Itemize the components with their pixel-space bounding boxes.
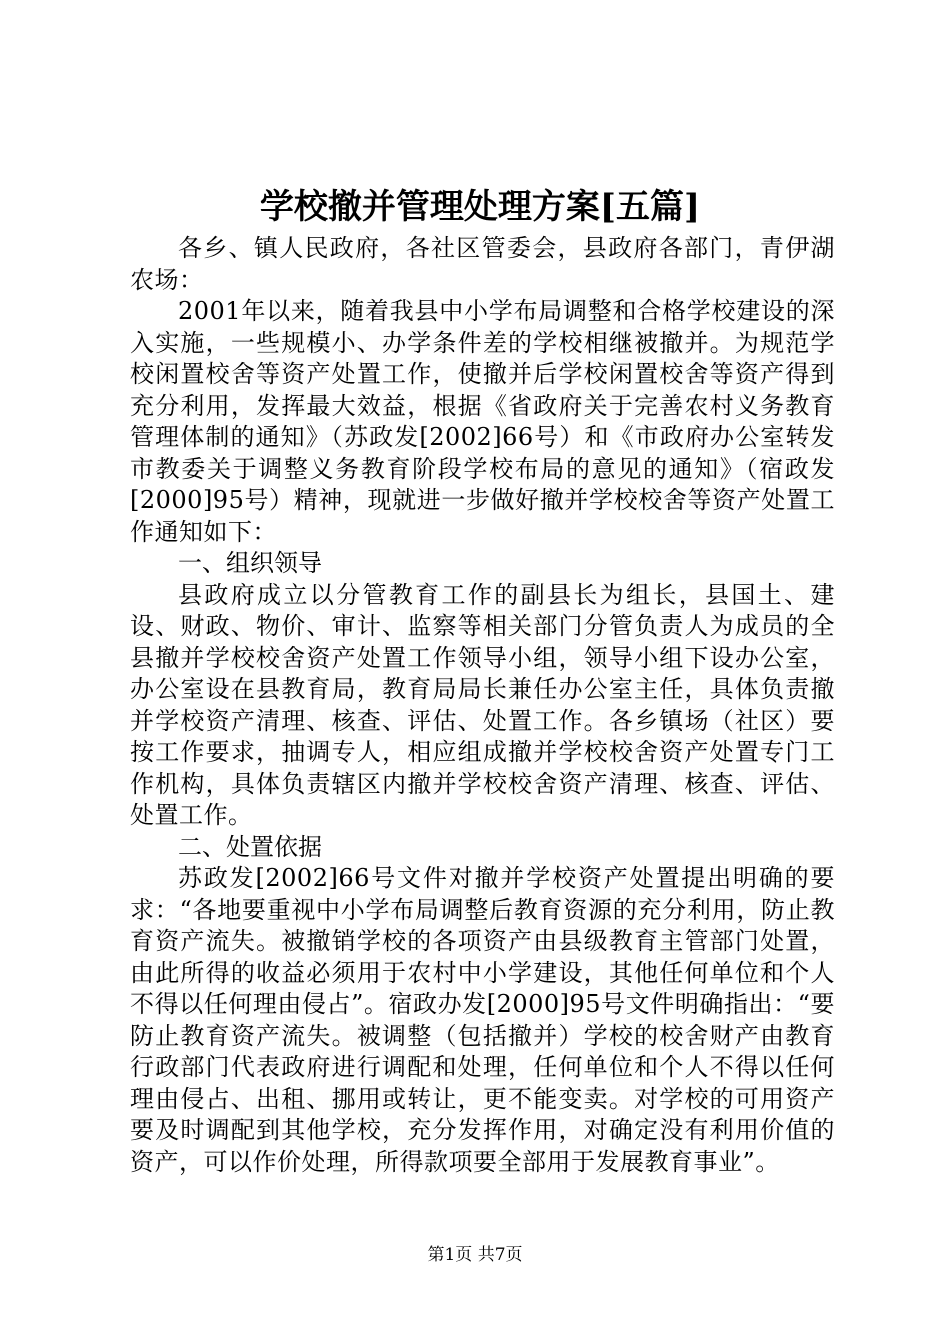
paragraph-intro: 2001年以来，随着我县中小学布局调整和合格学校建设的深入实施，一些规模小、办学条件差的学校相继被撤并。为规范学校闲置校舍等资产处置工作，使撤并后学校闲置校舍等资产得到充分利用，发挥最大效益，根据《省政府关于完善农村义务教育管理体制的通知》（苏政发[2002]66号）和《市政府办公室转发市教委关于调整义务教育阶段学校布局的意见的通知》（宿政发[2000]95号）精神，现就进一步做好撤并学校校舍等资产处置工作通知如下： <box>130 297 835 546</box>
paragraph-organization: 县政府成立以分管教育工作的副县长为组长，县国土、建设、财政、物价、审计、监察等相关部门分管负责人为成员的全县撤并学校校舍资产处置工作领导小组，领导小组下设办公室，办公室设在县教育局，教育局局长兼任办公室主任，具体负责撤并学校资产清理、核查、评估、处置工作。各乡镇场（社区）要按工作要求，抽调专人，相应组成撤并学校校舍资产处置专门工作机构，具体负责辖区内撤并学校校舍资产清理、核查、评估、处置工作。 <box>130 580 835 829</box>
document-body <box>130 233 835 1178</box>
section-heading-organization: 一、组织领导 <box>178 549 322 577</box>
paragraph-salutation: 各乡、镇人民政府，各社区管委会，县政府各部门，青伊湖农场： <box>130 234 835 294</box>
page-footer: 第1页 共7页 <box>427 1245 523 1265</box>
section-heading-basis: 二、处置依据 <box>178 832 322 861</box>
paragraph-basis: 苏政发[2002]66号文件对撤并学校资产处置提出明确的要求：“各地要重视中小学布局调整后教育资源的充分利用，防止教育资产流失。被撤销学校的各项资产由县级教育主管部门处置，由此所得的收益必须用于农村中小学建设，其他任何单位和个人不得以任何理由侵占”。宿政办发[2000]95号文件明确指出：“要防止教育资产流失。被调整（包括撤并）学校的校舍财产由教育行政部门代表政府进行调配和处理，任何单位和个人不得以任何理由侵占、出租、挪用或转让，更不能变卖。对学校的可用资产要及时调配到其他学校，充分发挥作用，对确定没有利用价值的资产，可以作价处理，所得款项要全部用于发展教育事业”。 <box>130 864 835 1176</box>
document-title: 学校撤并管理处理方案[五篇] <box>259 187 701 227</box>
